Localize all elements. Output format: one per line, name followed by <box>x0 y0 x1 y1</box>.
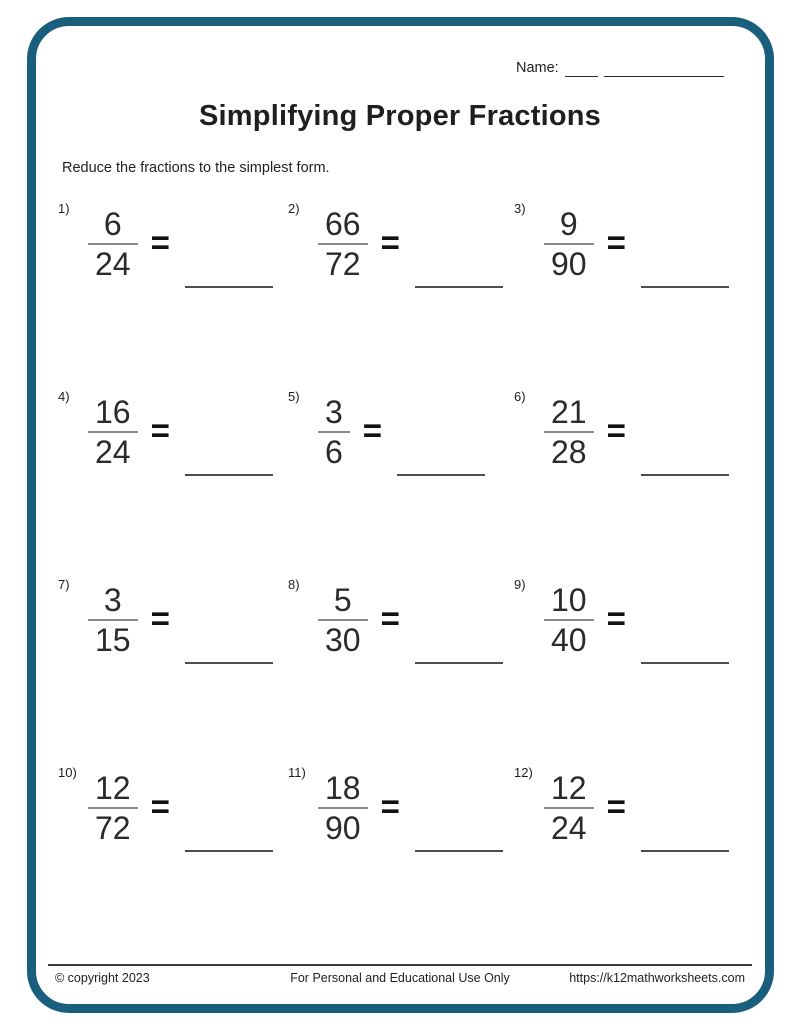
equals-sign: = <box>150 412 170 449</box>
footer <box>55 971 745 985</box>
fraction <box>88 393 138 471</box>
equals-sign: = <box>150 788 170 825</box>
equals-sign: = <box>380 788 400 825</box>
equals-sign: = <box>606 600 626 637</box>
problem-item-6 <box>514 383 740 571</box>
answer-blank <box>415 759 503 852</box>
fraction-denominator: 72 <box>95 810 131 846</box>
problem-number: 6) <box>514 389 526 404</box>
problem-number: 9) <box>514 577 526 592</box>
problem-number: 11) <box>288 765 306 780</box>
problem-item-4 <box>58 383 288 571</box>
fraction-numerator: 21 <box>551 394 587 430</box>
fraction-denominator: 24 <box>95 246 131 282</box>
answer-blank <box>415 195 503 288</box>
fraction-numerator: 12 <box>551 770 587 806</box>
problem-item-2 <box>288 195 514 383</box>
page-title: Simplifying Proper Fractions <box>199 100 601 132</box>
problem-number: 8) <box>288 577 300 592</box>
fraction-denominator: 90 <box>551 246 587 282</box>
fraction-numerator: 10 <box>551 582 587 618</box>
fraction-denominator: 15 <box>95 622 131 658</box>
problem-item-5 <box>288 383 514 571</box>
equals-sign: = <box>606 788 626 825</box>
name-label: Name: <box>516 60 559 76</box>
problem-number: 2) <box>288 201 300 216</box>
answer-blank <box>641 195 729 288</box>
problem-item-11 <box>288 759 514 947</box>
answer-blank <box>185 571 273 664</box>
fraction-denominator: 40 <box>551 622 587 658</box>
problem-item-8 <box>288 571 514 759</box>
problem-item-12 <box>514 759 740 947</box>
fraction-numerator: 12 <box>95 770 131 806</box>
fraction-denominator: 28 <box>551 434 587 470</box>
fraction-numerator: 66 <box>325 206 361 242</box>
problem-number: 4) <box>58 389 70 404</box>
problem-number: 3) <box>514 201 526 216</box>
fraction <box>88 205 138 283</box>
fraction <box>544 769 594 847</box>
answer-blank <box>185 195 273 288</box>
problem-number: 1) <box>58 201 70 216</box>
problem-number: 12) <box>514 765 533 780</box>
fraction <box>88 769 138 847</box>
name-blank-line <box>604 60 724 77</box>
problem-number: 7) <box>58 577 70 592</box>
equals-sign: = <box>362 412 383 449</box>
answer-blank <box>415 571 503 664</box>
fraction-numerator: 6 <box>103 206 122 242</box>
answer-blank <box>641 571 729 664</box>
fraction-denominator: 24 <box>551 810 587 846</box>
fraction-denominator: 72 <box>325 246 361 282</box>
answer-blank <box>641 759 729 852</box>
fraction-numerator: 3 <box>103 582 122 618</box>
fraction-numerator: 3 <box>325 394 343 430</box>
fraction <box>544 205 594 283</box>
footer-url: https://k12mathworksheets.com <box>569 971 745 985</box>
name-blank-line <box>565 60 598 77</box>
problems-grid <box>58 195 750 947</box>
name-field <box>516 60 724 77</box>
equals-sign: = <box>150 600 170 637</box>
fraction-denominator: 30 <box>325 622 361 658</box>
fraction-numerator: 5 <box>333 582 352 618</box>
fraction <box>318 769 368 847</box>
fraction <box>318 581 368 659</box>
problem-item-10 <box>58 759 288 947</box>
fraction-denominator: 90 <box>325 810 361 846</box>
fraction-numerator: 9 <box>559 206 578 242</box>
fraction-numerator: 16 <box>95 394 131 430</box>
answer-blank <box>185 759 273 852</box>
problem-item-3 <box>514 195 740 383</box>
answer-blank <box>185 383 273 476</box>
problem-item-7 <box>58 571 288 759</box>
footer-divider <box>48 964 752 966</box>
problem-item-1 <box>58 195 288 383</box>
problem-number: 5) <box>288 389 300 404</box>
footer-usage-note: For Personal and Educational Use Only <box>290 971 510 985</box>
fraction <box>544 393 594 471</box>
fraction-denominator: 6 <box>325 434 343 470</box>
fraction <box>88 581 138 659</box>
fraction <box>318 205 368 283</box>
equals-sign: = <box>606 412 626 449</box>
fraction <box>544 581 594 659</box>
answer-blank <box>397 383 485 476</box>
instructions-text: Reduce the fractions to the simplest form. <box>62 160 330 176</box>
problem-item-9 <box>514 571 740 759</box>
footer-copyright: © copyright 2023 <box>55 971 150 985</box>
fraction-numerator: 18 <box>325 770 361 806</box>
equals-sign: = <box>150 224 170 261</box>
fraction-denominator: 24 <box>95 434 131 470</box>
equals-sign: = <box>380 600 400 637</box>
problem-number: 10) <box>58 765 77 780</box>
fraction <box>318 393 350 471</box>
answer-blank <box>641 383 729 476</box>
equals-sign: = <box>380 224 400 261</box>
equals-sign: = <box>606 224 626 261</box>
